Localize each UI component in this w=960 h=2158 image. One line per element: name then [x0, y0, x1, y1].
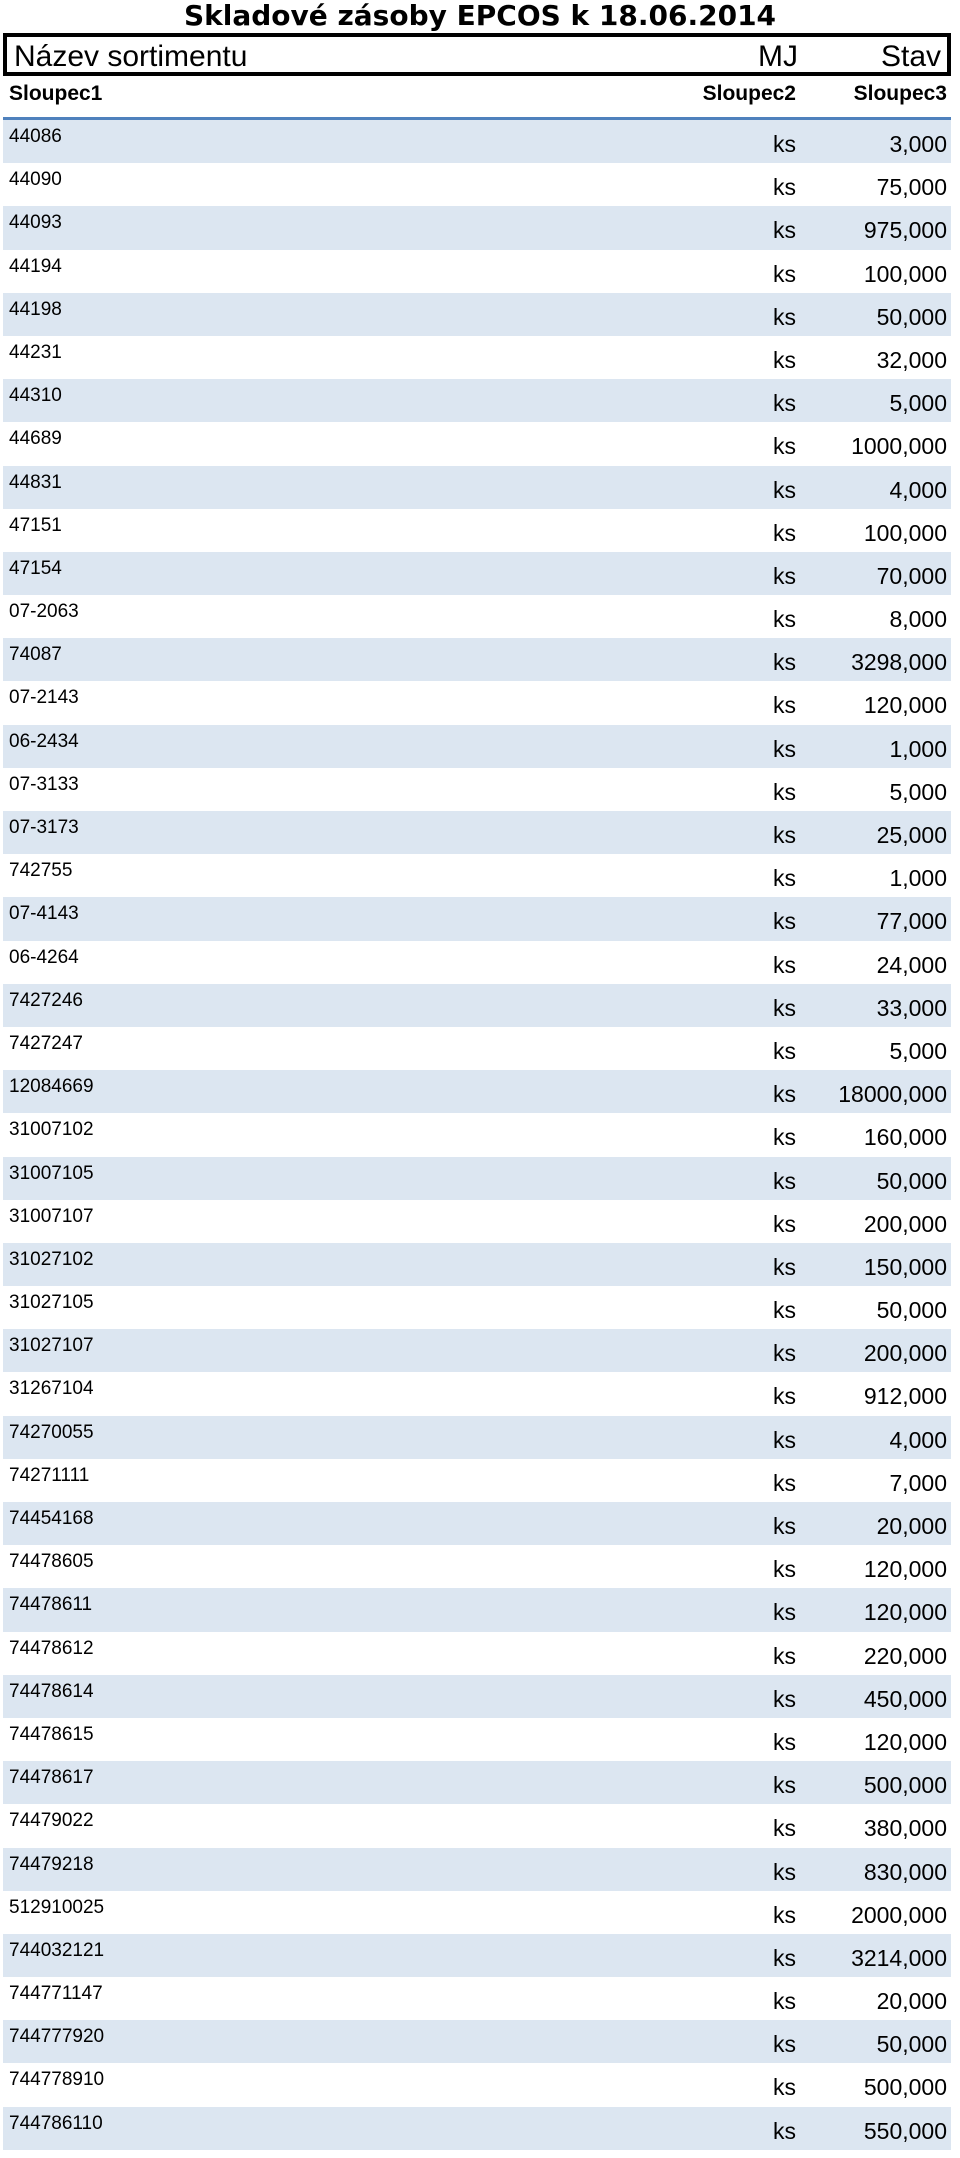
row-unit: ks — [773, 822, 796, 848]
row-quantity: 3214,000 — [851, 1944, 947, 1971]
row-code: 74478611 — [9, 1594, 93, 1616]
row-code: 742755 — [9, 860, 73, 882]
table-row — [3, 1200, 951, 1243]
row-code: 31027105 — [9, 1292, 94, 1314]
row-unit: ks — [773, 994, 796, 1021]
row-code: 31007105 — [9, 1162, 94, 1184]
table-row — [3, 1286, 951, 1329]
table-row — [3, 1934, 951, 1977]
row-quantity: 3,000 — [889, 131, 947, 157]
row-unit: ks — [773, 1210, 796, 1237]
table-row — [3, 768, 951, 811]
column-label-3: Sloupec3 — [853, 82, 947, 105]
table-row — [3, 1243, 951, 1286]
table-row — [3, 293, 951, 336]
row-code: 44086 — [9, 126, 62, 147]
row-code: 74479218 — [9, 1853, 94, 1875]
row-code: 31267104 — [9, 1378, 94, 1400]
row-quantity: 70,000 — [876, 562, 947, 589]
row-unit: ks — [773, 1037, 796, 1064]
row-code: 07-2063 — [9, 601, 79, 623]
row-unit: ks — [773, 1513, 796, 1539]
table-row — [3, 1157, 951, 1200]
row-quantity: 7,000 — [889, 1469, 947, 1496]
row-code: 44689 — [9, 428, 62, 450]
row-quantity: 1,000 — [889, 735, 947, 762]
row-quantity: 200,000 — [863, 1340, 947, 1367]
row-unit: ks — [773, 1556, 796, 1583]
table-row — [3, 336, 951, 379]
row-code: 74478614 — [9, 1680, 94, 1702]
row-quantity: 912,000 — [863, 1383, 947, 1410]
table-row — [3, 1848, 951, 1891]
row-unit: ks — [773, 346, 796, 373]
row-unit: ks — [773, 1383, 796, 1410]
row-quantity: 50,000 — [876, 2031, 947, 2058]
table-row — [3, 638, 951, 681]
row-code: 744032121 — [9, 1939, 105, 1961]
row-unit: ks — [773, 390, 796, 417]
row-code: 06-2434 — [9, 730, 79, 752]
row-code: 31027107 — [9, 1335, 94, 1357]
row-quantity: 120,000 — [863, 1599, 947, 1626]
row-unit: ks — [773, 562, 796, 589]
table-row — [3, 1718, 951, 1761]
table-row — [3, 1113, 951, 1156]
row-unit: ks — [773, 131, 796, 157]
row-quantity: 220,000 — [863, 1642, 947, 1669]
row-unit: ks — [773, 649, 796, 676]
row-unit: ks — [773, 1901, 796, 1928]
row-quantity: 830,000 — [863, 1858, 947, 1885]
table-row — [3, 1070, 951, 1113]
table-row — [3, 206, 951, 249]
table-row — [3, 1804, 951, 1847]
table-row — [3, 811, 951, 854]
row-quantity: 100,000 — [863, 519, 947, 546]
row-unit: ks — [773, 476, 796, 503]
row-quantity: 20,000 — [876, 1988, 947, 2015]
row-quantity: 500,000 — [863, 2074, 947, 2101]
row-quantity: 1000,000 — [851, 433, 947, 460]
row-code: 07-2143 — [9, 687, 79, 709]
table-row — [3, 854, 951, 897]
row-unit: ks — [773, 1599, 796, 1626]
row-code: 74479022 — [9, 1810, 94, 1832]
row-unit: ks — [773, 433, 796, 460]
row-quantity: 5,000 — [889, 778, 947, 805]
row-unit: ks — [773, 1772, 796, 1799]
table-row — [3, 1588, 951, 1631]
row-unit: ks — [773, 1469, 796, 1496]
row-code: 74478612 — [9, 1637, 94, 1659]
row-code: 44198 — [9, 298, 62, 320]
row-code: 74478605 — [9, 1551, 94, 1573]
row-unit: ks — [773, 908, 796, 935]
column-label-1: Sloupec1 — [9, 82, 103, 105]
table-row — [3, 941, 951, 984]
row-quantity: 33,000 — [876, 994, 947, 1021]
row-quantity: 450,000 — [863, 1685, 947, 1712]
column-label-2: Sloupec2 — [702, 82, 796, 105]
row-code: 74271111 — [9, 1464, 90, 1486]
table-row — [3, 681, 951, 724]
table-row — [3, 1632, 951, 1675]
stock-table — [3, 120, 951, 2150]
row-code: 74454168 — [9, 1508, 94, 1529]
row-code: 744777920 — [9, 2026, 105, 2048]
row-code: 44194 — [9, 255, 62, 277]
table-row — [3, 552, 951, 595]
row-unit: ks — [773, 1297, 796, 1324]
table-row — [3, 163, 951, 206]
table-row — [3, 1372, 951, 1415]
page-title: Skladové zásoby EPCOS k 18.06.2014 — [183, 0, 777, 32]
row-unit: ks — [773, 1426, 796, 1453]
row-unit: ks — [773, 865, 796, 892]
row-unit: ks — [773, 951, 796, 978]
row-quantity: 77,000 — [876, 908, 947, 935]
row-code: 44831 — [9, 471, 62, 493]
row-code: 44093 — [9, 212, 62, 234]
table-row — [3, 1977, 951, 2020]
row-code: 744771147 — [9, 1983, 103, 2005]
row-quantity: 50,000 — [876, 1297, 947, 1324]
table-row — [3, 2107, 951, 2150]
row-code: 47151 — [9, 514, 62, 536]
table-row — [3, 509, 951, 552]
row-code: 07-3133 — [9, 773, 79, 795]
row-unit: ks — [773, 1685, 796, 1712]
row-code: 744778910 — [9, 2069, 105, 2091]
row-quantity: 75,000 — [876, 174, 947, 201]
row-quantity: 200,000 — [863, 1210, 947, 1237]
table-row — [3, 725, 951, 768]
row-unit: ks — [773, 1124, 796, 1151]
row-unit: ks — [773, 2074, 796, 2101]
row-code: 12084669 — [9, 1076, 94, 1098]
header-stock: Stav — [880, 40, 941, 73]
row-quantity: 550,000 — [863, 2117, 947, 2144]
table-row — [3, 897, 951, 940]
row-quantity: 2000,000 — [851, 1901, 947, 1928]
table-row — [3, 1329, 951, 1372]
table-row — [3, 1675, 951, 1718]
row-unit: ks — [773, 1944, 796, 1971]
row-quantity: 120,000 — [863, 692, 947, 719]
row-code: 44090 — [9, 169, 62, 191]
row-quantity: 20,000 — [876, 1513, 947, 1539]
row-quantity: 18000,000 — [838, 1081, 947, 1108]
table-row — [3, 2020, 951, 2063]
row-code: 44310 — [9, 385, 62, 407]
row-quantity: 380,000 — [863, 1815, 947, 1842]
row-quantity: 150,000 — [863, 1253, 947, 1280]
row-quantity: 4,000 — [889, 476, 947, 503]
header-unit: MJ — [758, 40, 798, 73]
row-quantity: 975,000 — [863, 217, 947, 244]
row-quantity: 3298,000 — [851, 649, 947, 676]
table-row — [3, 120, 951, 163]
table-row — [3, 250, 951, 293]
row-unit: ks — [773, 606, 796, 633]
row-unit: ks — [773, 1988, 796, 2015]
row-quantity: 160,000 — [863, 1124, 947, 1151]
row-unit: ks — [773, 1340, 796, 1367]
row-code: 07-3173 — [9, 817, 79, 838]
row-code: 44231 — [9, 341, 62, 363]
table-row — [3, 1502, 951, 1545]
row-unit: ks — [773, 1815, 796, 1842]
row-unit: ks — [773, 303, 796, 330]
table-row — [3, 1459, 951, 1502]
row-code: 74087 — [9, 644, 62, 666]
row-quantity: 8,000 — [889, 606, 947, 633]
row-unit: ks — [773, 217, 796, 244]
table-row — [3, 379, 951, 422]
row-code: 07-4143 — [9, 903, 79, 925]
row-unit: ks — [773, 2117, 796, 2144]
row-unit: ks — [773, 692, 796, 719]
row-code: 7427246 — [9, 989, 83, 1011]
row-unit: ks — [773, 1858, 796, 1885]
row-quantity: 1,000 — [889, 865, 947, 892]
row-quantity: 25,000 — [876, 822, 947, 848]
table-row — [3, 466, 951, 509]
row-unit: ks — [773, 519, 796, 546]
header-name: Název sortimentu — [14, 40, 248, 73]
row-quantity: 120,000 — [863, 1556, 947, 1583]
table-row — [3, 595, 951, 638]
row-code: 744786110 — [9, 2112, 103, 2134]
row-unit: ks — [773, 260, 796, 287]
row-code: 74270055 — [9, 1421, 94, 1443]
row-quantity: 50,000 — [876, 1167, 947, 1194]
row-unit: ks — [773, 778, 796, 805]
table-row — [3, 1027, 951, 1070]
row-unit: ks — [773, 174, 796, 201]
table-row — [3, 2063, 951, 2106]
column-subheader — [3, 78, 951, 120]
row-quantity: 50,000 — [876, 303, 947, 330]
row-unit: ks — [773, 1728, 796, 1755]
row-unit: ks — [773, 1081, 796, 1108]
table-row — [3, 1891, 951, 1934]
table-row — [3, 984, 951, 1027]
row-quantity: 4,000 — [889, 1426, 947, 1453]
row-unit: ks — [773, 1253, 796, 1280]
row-code: 512910025 — [9, 1896, 105, 1918]
table-row — [3, 422, 951, 465]
row-code: 31007107 — [9, 1205, 94, 1227]
row-code: 7427247 — [9, 1032, 83, 1054]
row-quantity: 5,000 — [889, 1037, 947, 1064]
row-quantity: 24,000 — [876, 951, 947, 978]
row-code: 31007102 — [9, 1119, 94, 1141]
row-code: 74478617 — [9, 1767, 94, 1789]
row-quantity: 100,000 — [863, 260, 947, 287]
table-row — [3, 1761, 951, 1804]
row-quantity: 32,000 — [876, 346, 947, 373]
row-unit: ks — [773, 1167, 796, 1194]
table-row — [3, 1416, 951, 1459]
row-quantity: 500,000 — [863, 1772, 947, 1799]
row-unit: ks — [773, 1642, 796, 1669]
row-code: 47154 — [9, 557, 62, 579]
row-quantity: 5,000 — [889, 390, 947, 417]
row-unit: ks — [773, 2031, 796, 2058]
row-unit: ks — [773, 735, 796, 762]
table-row — [3, 1545, 951, 1588]
table-header — [3, 33, 951, 76]
row-code: 74478615 — [9, 1723, 94, 1745]
row-code: 06-4264 — [9, 946, 79, 968]
row-quantity: 120,000 — [863, 1728, 947, 1755]
row-code: 31027102 — [9, 1248, 94, 1270]
